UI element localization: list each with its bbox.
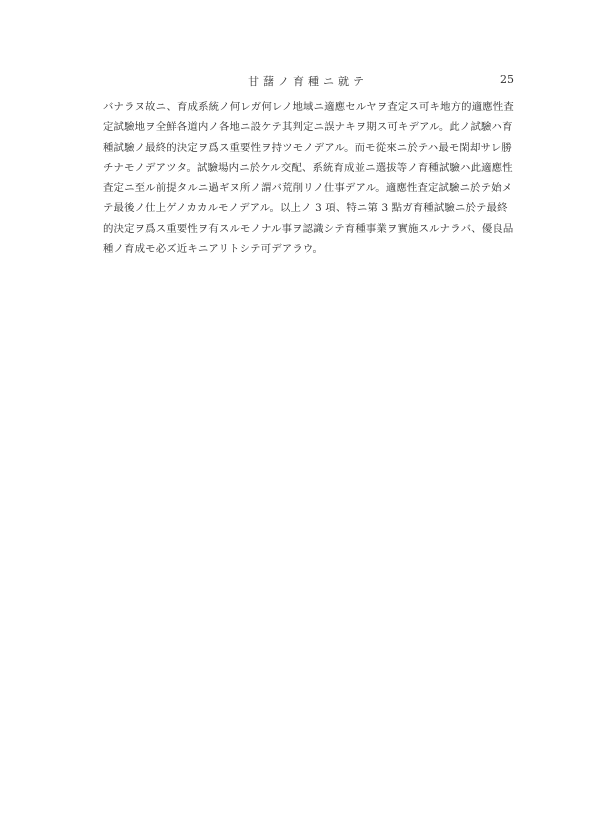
text-line: バナラヌ故ニ、育成系統ノ何レガ何レノ地域ニ適應セルヤヲ査定ス可キ地方的適應性査 xyxy=(103,101,514,113)
running-head xyxy=(0,73,613,89)
text-line: 種ノ育成モ必ズ近キニアリトシテ可デアラウ。 xyxy=(103,243,324,256)
text-line: 定試驗地ヲ全鮮各道内ノ各地ニ設ケテ其判定ニ誤ナキヲ期ス可キデアル。此ノ試驗ハ育 xyxy=(103,121,513,134)
text-line: チナモノデアツタ。試驗場内ニ於ケル交配、系統育成並ニ選拔等ノ育種試驗ハ此適應性 xyxy=(103,161,513,174)
text-line: 種試驗ノ最終的決定ヲ爲ス重要性ヲ持ツモノデアル。而モ從來ニ於テハ最モ閑却サレ勝 xyxy=(103,141,512,154)
text-line: 査定ニ至ル前提タルニ過ギヌ所ノ謂バ荒削リノ仕事デアル。適應性査定試驗ニ於テ始メ xyxy=(103,182,513,195)
text-line: テ最後ノ仕上ゲノカカルモノデアル。以上ノ 3 項、特ニ第 3 點ガ育種試驗ニ於テ最終 xyxy=(103,202,508,215)
running-title: 甘藷ノ育種ニ就テ xyxy=(248,75,368,88)
page-number: 25 xyxy=(500,73,514,86)
text-line: 的決定ヲ爲ス重要性ヲ有スルモノナル事ヲ認識シテ育種事業ヲ實施スルナラバ、優良品 xyxy=(103,222,514,235)
body-paragraph xyxy=(103,97,523,259)
